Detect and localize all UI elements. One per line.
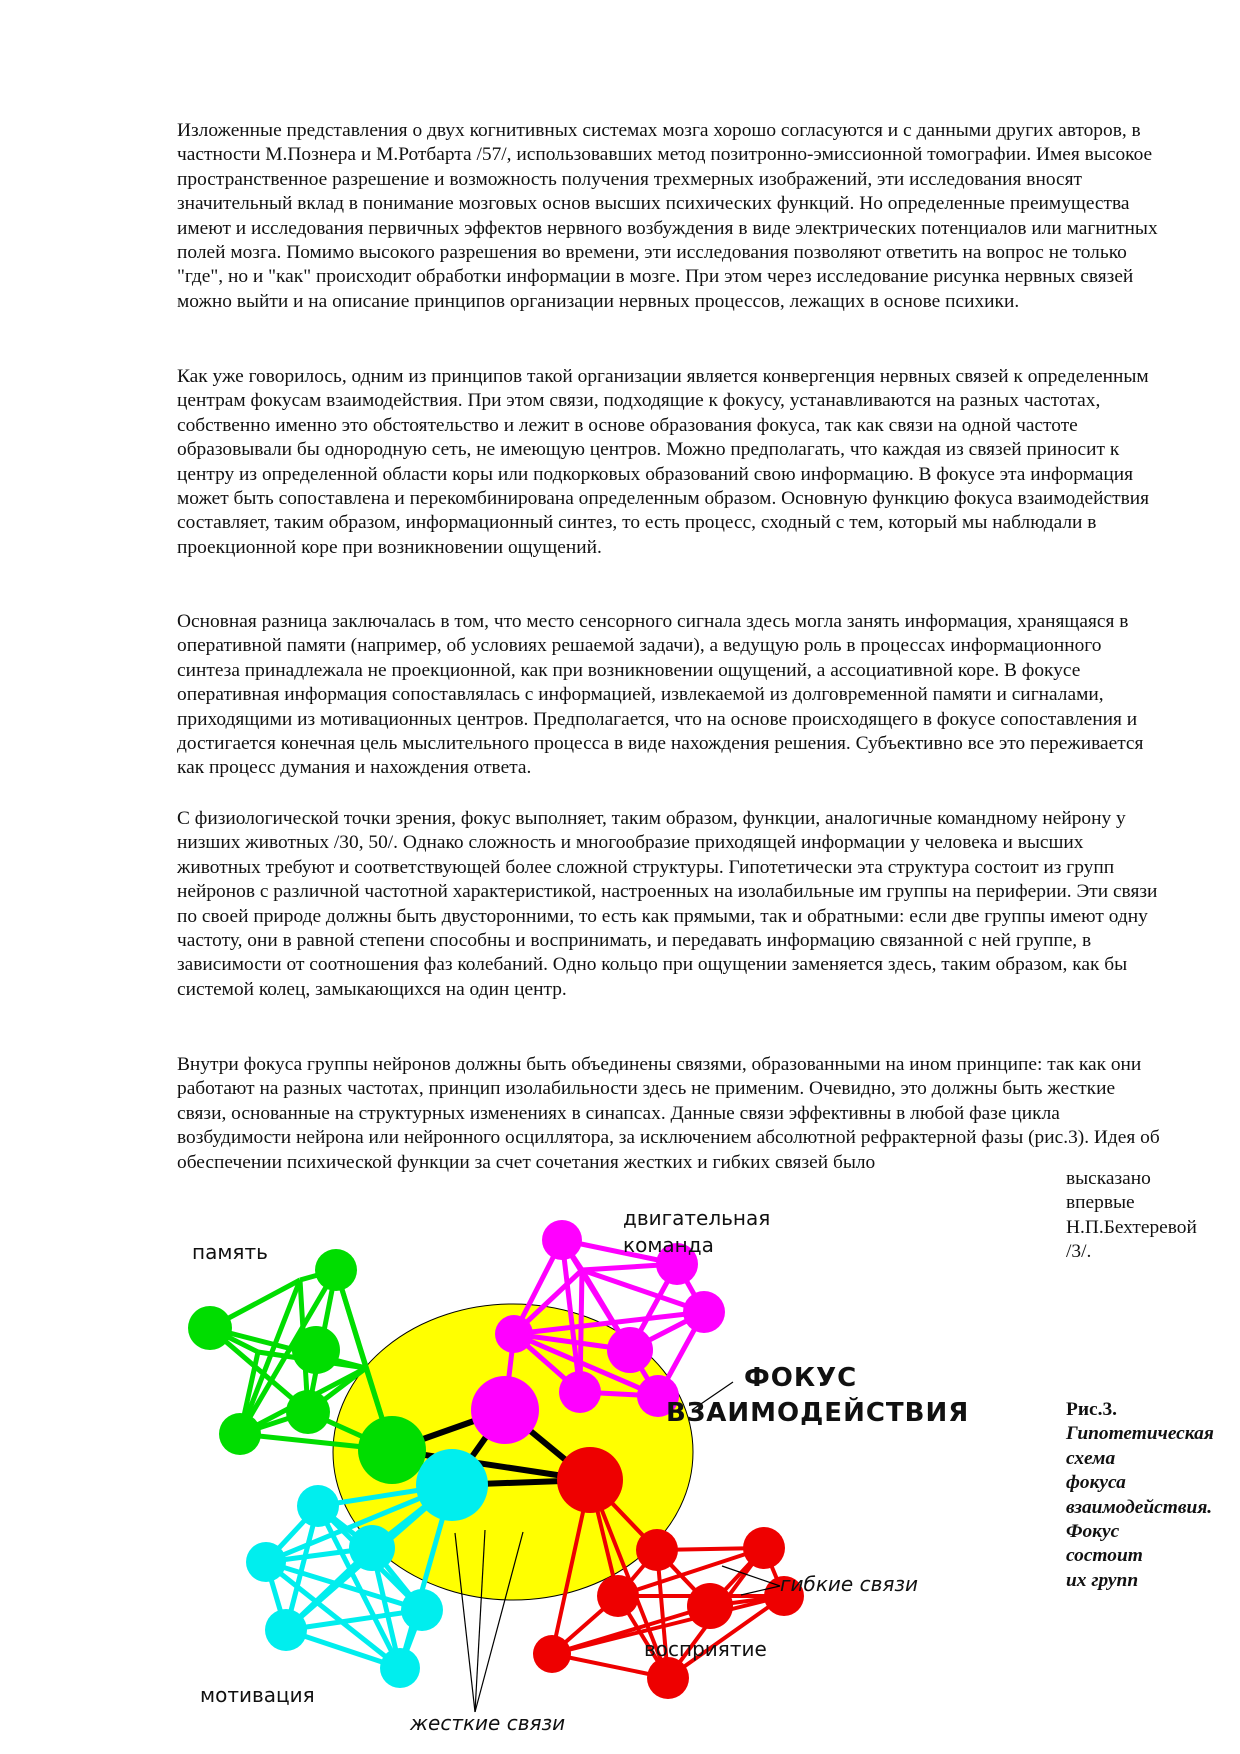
label-focus-line1: ФОКУС	[744, 1363, 858, 1393]
perception-node	[636, 1529, 678, 1571]
motivation-node	[349, 1525, 395, 1571]
motivation-node	[297, 1485, 339, 1527]
label-focus-line2: ВЗАИМОДЕЙСТВИЯ	[666, 1398, 970, 1428]
paragraph-continuation: высказано впервые Н.П.Бехтеревой /3/.	[1066, 1168, 1197, 1263]
memory-node	[286, 1390, 330, 1434]
memory-hub	[358, 1416, 426, 1484]
perception-node	[597, 1575, 639, 1617]
motivation-node	[246, 1542, 286, 1582]
perception-node	[647, 1657, 689, 1699]
perception-node	[743, 1527, 785, 1569]
motivation-node	[265, 1609, 307, 1651]
caption-text: Гипотетическая схема фокуса взаимодействия. Фокус состоит их групп	[1066, 1423, 1214, 1591]
motor-hub	[471, 1376, 539, 1444]
memory-node	[219, 1413, 261, 1455]
motivation-node	[401, 1589, 443, 1631]
figure-caption	[1066, 1398, 1214, 1593]
paragraph-3: Основная разница заключалась в том, что место сенсорного сигнала здесь могла занять информация, хранящаяся в оперативной памяти (например, об условиях решаемой задачи), а ведущую роль в процессах информационного синтеза принадлежала не проекционной, как при возникновении ощущений, а ассоциативной коре. В фокусе оперативная информация сопоставлялась с информацией, извлекаемой из долговременной памяти и сигналами, приходящими из мотивационных центров. Предполагается, что на основе происходящего в фокусе сопоставления и достигается конечная цель мыслительного процесса в виде нахождения решения. Субъективно все это переживается как процесс думания и нахождения ответа.	[177, 611, 1144, 779]
paragraph-2: Как уже говорилось, одним из принципов такой организации является конвергенция нервных связей к определенным центрам фокусам взаимодействия. При этом связи, подходящие к фокусу, устанавливаются на разных частотах, собственно именно это обстоятельство и лежит в основе образования фокуса, так как связи на одной частоте образовывали бы однородную сеть, не имеющую центров. Можно предполагать, что каждая из связей приносит к центру из определенной области коры или подкорковых образований свою информацию. В фокусе эта информация может быть сопоставлена и перекомбинирована определенным образом. Основную функцию фокуса взаимодействия составляет, таким образом, информационный синтез, то есть процесс, сходный с тем, который мы наблюдали в проекционной коре при возникновении ощущений.	[177, 366, 1150, 558]
paragraph-1: Изложенные представления о двух когнитивных системах мозга хорошо согласуются и с данными других авторов, в частности М.Познера и М.Ротбарта /57/, использовавших метод позитронно-эмиссионной томографии. Имея высокое пространственное разрешение и возможность получения трехмерных изображений, эти исследования вносят значительный вклад в понимание мозговых основ высших психических функций. Но определенные преимущества имеют и исследования первичных эффектов нервного возбуждения в виде электрических потенциалов или магнитных полей мозга. Помимо высокого разрешения во времени, эти исследования позволяют ответить на вопрос не только "где", но и "как" происходит обработки информации в мозге. При этом через исследование рисунка нервных связей можно выйти и на описание принципов организации нервных процессов, лежащих в основе психики.	[177, 120, 1158, 312]
label-motor-line1: двигательная	[623, 1206, 771, 1230]
memory-node	[188, 1306, 232, 1350]
label-flexible-links: гибкие связи	[780, 1572, 919, 1596]
paragraph-4: С физиологической точки зрения, фокус выполняет, таким образом, функции, аналогичные командному нейрону у низших животных /30, 50/. Однако сложность и многообразие приходящей информации у человека и высших животных требуют и соответствующей более сложной структуры. Гипотетически эта структура состоит из групп нейронов с различной частотной характеристикой, настроенных на изолабильные им группы на периферии. Эти связи по своей природе должны быть двусторонними, то есть как прямыми, так и обратными: если две группы имеют одну частоту, они в равной степени способны и воспринимать, и передавать информацию связанной с ней группе, в зависимости от соотношения фаз колебаний. Одно кольцо при ощущении заменяется здесь, таким образом, как бы системой колец, замыкающихся на один центр.	[177, 808, 1158, 1000]
label-rigid-links: жесткие связи	[410, 1711, 566, 1734]
motor-node	[683, 1291, 725, 1333]
paragraph-5: Внутри фокуса группы нейронов должны быть объединены связями, образованными на ином принципе: так как они работают на разных частотах, принцип изолабильности здесь не применим. Очевидно, это должны быть жесткие связи, основанные на структурных изменениях в синапсах. Данные связи эффективны в любой фазе цикла возбудимости нейрона или нейронного осциллятора, за исключением абсолютной рефрактерной фазы (рис.3). Идея об обеспечении психической функции за счет сочетания жестких и гибких связей было	[177, 1054, 1160, 1173]
label-motor-line2: команда	[623, 1233, 714, 1257]
label-perception: восприятие	[644, 1637, 767, 1661]
label-motivation: мотивация	[200, 1683, 315, 1707]
motor-node	[495, 1315, 533, 1353]
motivation-node	[380, 1648, 420, 1688]
perception-node	[687, 1583, 733, 1629]
caption-label: Рис.3.	[1066, 1399, 1118, 1420]
focus-diagram	[170, 1200, 1060, 1734]
perception-hub	[557, 1447, 623, 1513]
memory-node	[292, 1326, 340, 1374]
motor-node	[542, 1220, 582, 1260]
perception-node	[533, 1635, 571, 1673]
motor-node	[559, 1371, 601, 1413]
motor-node	[607, 1327, 653, 1373]
label-memory: память	[192, 1240, 268, 1264]
memory-node	[315, 1249, 357, 1291]
motivation-hub	[416, 1449, 488, 1521]
